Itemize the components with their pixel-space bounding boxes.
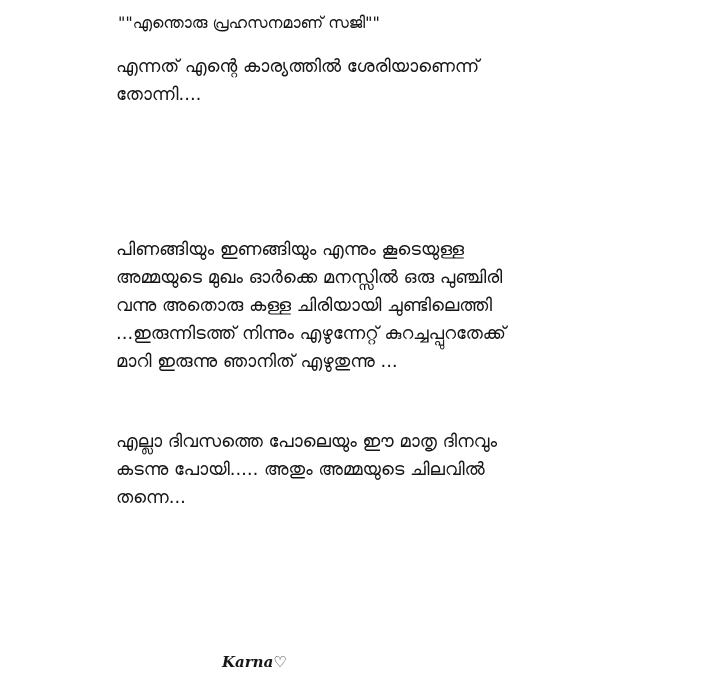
paragraph-line: ...ഇരുന്നിടത്ത് നിന്നും എഴുന്നേറ്റ് കുറച്ചപ്പുറതേക്ക് (116, 323, 506, 344)
paragraph-1 (116, 53, 596, 109)
paragraph-2 (116, 236, 596, 376)
paragraph-line: മാറി ഇരുന്നു ഞാനിത് എഴുതുന്നു ... (116, 351, 398, 372)
paragraph-3 (116, 428, 596, 512)
paragraph-line: എല്ലാ ദിവസത്തെ പോലെയും ഈ മാതൃ ദിനവും (116, 431, 498, 452)
paragraph-line: കടന്നു പോയി..... അതും അമ്മയുടെ ചിലവിൽ (116, 459, 485, 480)
paragraph-line: അമ്മയുടെ മുഖം ഓർക്കെ മനസ്സിൽ ഒരു പുഞ്ചിരി (116, 267, 503, 288)
paragraph-line: എന്നത് എന്റെ കാര്യത്തിൽ ശേരിയാണെന്ന് (116, 56, 480, 77)
page-title: ""എന്തൊരു പ്രഹസനമാണ് സജി"" (118, 13, 380, 32)
paragraph-line: പിണങ്ങിയും ഇണങ്ങിയും എന്നും കൂടെയുള്ള (116, 239, 465, 260)
paragraph-line: തോന്നി.... (116, 84, 202, 105)
author-signature: Karna♡ (222, 653, 287, 671)
paragraph-line: തന്നെ... (116, 487, 186, 508)
paragraph-line: വന്നു അതൊരു കള്ള ചിരിയായി ചുണ്ടിലെത്തി (116, 295, 493, 316)
